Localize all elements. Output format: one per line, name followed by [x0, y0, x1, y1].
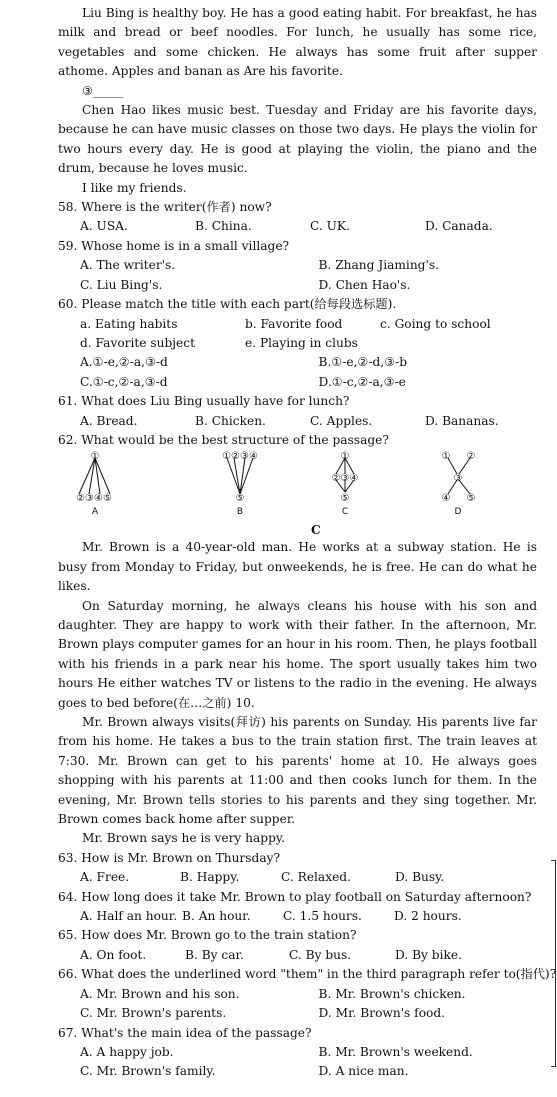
question-65-options: [80, 946, 557, 965]
diagram-label-d[interactable]: D: [454, 507, 462, 518]
passage-paragraph: Liu Bing is healthy boy. He has a good eating habit. For breakfast, he has milk and bread or beef noodles. For lunch, he usually has some rice, vegetables and some chicken. He always has some fruit after supper athome. Apples and banan as Are his favorite.: [58, 6, 537, 79]
passage-c-marker: C: [311, 523, 321, 538]
option-b[interactable]: B. Chicken.: [195, 413, 266, 428]
option-c[interactable]: C. Apples.: [310, 413, 373, 428]
option-b[interactable]: B. Mr. Brown's chicken.: [318, 986, 466, 1001]
question-67-options: [80, 1062, 557, 1081]
question-64-options: [80, 907, 557, 926]
option-c[interactable]: C.①-c,②-a,③-d: [80, 374, 168, 389]
structure-diagrams: [60, 450, 500, 522]
diagram-label-c[interactable]: C: [341, 507, 349, 518]
question-66-stem: 66. What does the underlined word "them" in the third paragraph refer to(指代)?: [58, 967, 557, 982]
diagram-label-b[interactable]: B: [236, 507, 244, 518]
diagram-d-node2: ②: [466, 451, 476, 463]
option-a[interactable]: A. On foot.: [80, 947, 147, 962]
option-b[interactable]: B. Mr. Brown's weekend.: [318, 1044, 473, 1059]
title-a: a. Eating habits: [80, 316, 178, 331]
option-a[interactable]: A.①-e,②-a,③-d: [80, 355, 168, 370]
option-a[interactable]: A. USA.: [80, 219, 128, 234]
option-c[interactable]: C. By bus.: [289, 947, 352, 962]
question-58-stem: 58. Where is the writer(作者) now?: [58, 200, 272, 215]
blank-3: ③_____: [82, 83, 124, 98]
passage-closing: I like my friends.: [82, 180, 187, 195]
question-65-stem: 65. How does Mr. Brown go to the train station?: [58, 928, 357, 943]
option-c[interactable]: C. UK.: [310, 219, 350, 234]
option-b[interactable]: B. China.: [195, 219, 252, 234]
diagram-c-top: ①: [340, 451, 350, 463]
option-c[interactable]: C. Mr. Brown's family.: [80, 1064, 216, 1079]
diagram-a-bottom: ②③④⑤: [76, 493, 112, 505]
margin-bracket: [551, 860, 556, 1067]
passage-paragraph: Mr. Brown says he is very happy.: [82, 831, 286, 846]
option-c[interactable]: C. Relaxed.: [281, 870, 351, 885]
question-60-options: [80, 353, 557, 372]
option-b[interactable]: B. Happy.: [180, 870, 240, 885]
question-59-options: [80, 256, 557, 275]
diagram-d-node1: ①: [441, 451, 451, 463]
option-a[interactable]: A. Free.: [80, 870, 130, 885]
option-a[interactable]: A. Half an hour.: [80, 909, 178, 924]
diagram-c-bottom: ⑤: [340, 493, 350, 505]
passage-paragraph: Mr. Brown always visits(拜访) his parents on Sunday. His parents live far from his home. He takes a bus to the train station first. The train leaves at 7:30. Mr. Brown can get to his parents' home at 10. He always goes shopping with his parents at 11:00 and then cooks lunch for them. In the evening, Mr. Brown tells stories to his parents and they sing together. Mr. Brown comes back home after supper.: [58, 715, 537, 827]
option-a[interactable]: A. A happy job.: [80, 1044, 174, 1059]
passage-paragraph: Chen Hao likes music best. Tuesday and Friday are his favorite days, because he can have music classes on those two days. He plays the violin for two hours every day. He is good at playing the violin, the piano and the drum, because he loves music.: [58, 103, 537, 176]
question-66-options: [80, 1004, 557, 1023]
question-60-options: [80, 373, 557, 392]
exam-page: [0, 4, 557, 1082]
diagram-a-top: ①: [90, 451, 100, 463]
question-67-options: [80, 1043, 557, 1062]
option-c[interactable]: C. Mr. Brown's parents.: [80, 1006, 227, 1021]
title-d: d. Favorite subject: [80, 335, 195, 350]
option-d[interactable]: D.①-c,②-a,③-e: [318, 374, 406, 389]
title-c: c. Going to school: [380, 316, 491, 331]
question-67-stem: 67. What's the main idea of the passage?: [58, 1025, 312, 1040]
option-d[interactable]: D. By bike.: [395, 947, 462, 962]
question-60-titles: [80, 315, 557, 334]
title-e: e. Playing in clubs: [245, 335, 358, 350]
question-63-options: [80, 868, 557, 887]
option-d[interactable]: D. Busy.: [395, 870, 445, 885]
diagram-b-top: ①②③④: [222, 451, 258, 463]
option-d[interactable]: D. Bananas.: [425, 413, 499, 428]
question-62-stem: 62. What would be the best structure of the passage?: [58, 432, 389, 447]
option-b[interactable]: B. By car.: [185, 947, 244, 962]
diagram-label-a[interactable]: A: [91, 507, 99, 518]
question-59-stem: 59. Whose home is in a small village?: [58, 238, 290, 253]
option-b[interactable]: B. An hour.: [182, 909, 251, 924]
title-b: b. Favorite food: [245, 316, 343, 331]
passage-paragraph: On Saturday morning, he always cleans his house with his son and daughter. They are happy to work with their father. In the afternoon, Mr. Brown plays computer games for an hour in his room. Then, he plays football with his friends in a park near his home. The sport usually takes him two hours He either watches TV or listens to the radio in the evening. He always goes to bed before(在…之前) 10.: [58, 598, 537, 710]
question-61-stem: 61. What does Liu Bing usually have for lunch?: [58, 394, 350, 409]
option-d[interactable]: D. Chen Hao's.: [318, 277, 411, 292]
option-c[interactable]: C. Liu Bing's.: [80, 277, 163, 292]
question-66-options: [80, 985, 557, 1004]
option-b[interactable]: B. Zhang Jiaming's.: [318, 258, 439, 273]
diagram-d-node4: ④: [441, 493, 451, 505]
question-58-options: [80, 217, 557, 236]
option-d[interactable]: D. Mr. Brown's food.: [318, 1006, 446, 1021]
diagram-d-node3: ③: [453, 473, 463, 485]
diagram-c-mid: ②③④: [331, 473, 359, 485]
option-b[interactable]: B.①-e,②-d,③-b: [318, 355, 408, 370]
option-a[interactable]: A. Bread.: [80, 413, 138, 428]
diagram-b-bottom: ⑤: [235, 493, 245, 505]
question-61-options: [80, 412, 557, 431]
question-60-stem: 60. Please match the title with each part(给每段选标题).: [58, 297, 397, 312]
option-d[interactable]: D. 2 hours.: [394, 909, 462, 924]
option-d[interactable]: D. Canada.: [425, 219, 493, 234]
structure-diagram-svg: [60, 450, 500, 522]
question-63-stem: 63. How is Mr. Brown on Thursday?: [58, 850, 280, 865]
option-d[interactable]: D. A nice man.: [318, 1064, 409, 1079]
option-c[interactable]: C. 1.5 hours.: [283, 909, 362, 924]
diagram-d-node5: ⑤: [466, 493, 476, 505]
question-60-titles: [80, 334, 557, 353]
question-64-stem: 64. How long does it take Mr. Brown to play football on Saturday afternoon?: [58, 889, 532, 904]
question-59-options: [80, 276, 557, 295]
option-a[interactable]: A. The writer's.: [80, 258, 176, 273]
option-a[interactable]: A. Mr. Brown and his son.: [80, 986, 240, 1001]
passage-paragraph: Mr. Brown is a 40-year-old man. He works at a subway station. He is busy from Monday to Friday, but onweekends, he is free. He can do what he likes.: [58, 540, 537, 594]
